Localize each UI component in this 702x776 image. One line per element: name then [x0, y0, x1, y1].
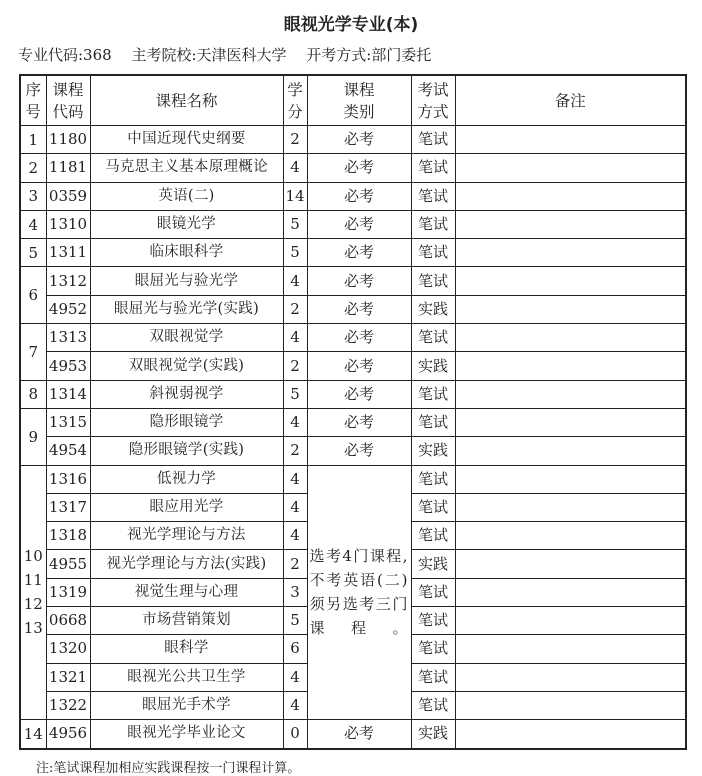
table-header-row [20, 75, 686, 126]
course-name: 马克思主义基本原理概论 [90, 154, 283, 182]
course-name: 临床眼科学 [90, 239, 283, 267]
course-code: 1319 [46, 578, 90, 606]
remark-cell [455, 607, 686, 635]
course-name: 低视力学 [90, 465, 283, 493]
seq-cell: 7 [20, 324, 46, 381]
course-name: 眼科学 [90, 635, 283, 663]
course-type: 必考 [307, 408, 411, 436]
exam-method: 笔试 [411, 465, 455, 493]
exam-method: 笔试 [411, 324, 455, 352]
course-code: 4952 [46, 295, 90, 323]
table-row [20, 267, 686, 295]
course-name: 中国近现代史纲要 [90, 126, 283, 154]
exam-method: 实践 [411, 720, 455, 749]
table-row [20, 465, 686, 493]
remark-cell [455, 663, 686, 691]
seq-cell: 5 [20, 239, 46, 267]
header-code: 课程 代码 [46, 75, 90, 126]
course-credits: 2 [283, 437, 307, 465]
exam-method: 笔试 [411, 239, 455, 267]
course-type: 必考 [307, 210, 411, 238]
course-name: 眼镜光学 [90, 210, 283, 238]
course-name: 双眼视觉学(实践) [90, 352, 283, 380]
course-table [19, 74, 687, 750]
table-row [20, 239, 686, 267]
course-code: 1315 [46, 408, 90, 436]
remark-cell [455, 522, 686, 550]
course-type: 必考 [307, 126, 411, 154]
course-name: 斜视弱视学 [90, 380, 283, 408]
remark-cell [455, 126, 686, 154]
course-name: 视光学理论与方法(实践) [90, 550, 283, 578]
course-code: 1320 [46, 635, 90, 663]
course-type: 必考 [307, 182, 411, 210]
exam-method: 实践 [411, 352, 455, 380]
table-row [20, 352, 686, 380]
course-credits: 4 [283, 691, 307, 719]
course-credits: 14 [283, 182, 307, 210]
course-code: 1322 [46, 691, 90, 719]
course-credits: 4 [283, 324, 307, 352]
exam-method: 实践 [411, 550, 455, 578]
header-type: 课程 类别 [307, 75, 411, 126]
course-credits: 4 [283, 154, 307, 182]
course-credits: 4 [283, 522, 307, 550]
course-credits: 4 [283, 408, 307, 436]
course-name: 双眼视觉学 [90, 324, 283, 352]
course-code: 4953 [46, 352, 90, 380]
exam-method: 笔试 [411, 267, 455, 295]
remark-cell [455, 267, 686, 295]
header-remark: 备注 [455, 75, 686, 126]
course-credits: 2 [283, 352, 307, 380]
exam-method: 笔试 [411, 154, 455, 182]
header-seq: 序 号 [20, 75, 46, 126]
course-credits: 4 [283, 465, 307, 493]
course-name: 视光学理论与方法 [90, 522, 283, 550]
course-type: 必考 [307, 720, 411, 749]
seq-cell: 2 [20, 154, 46, 182]
table-row [20, 210, 686, 238]
remark-cell [455, 324, 686, 352]
table-row [20, 182, 686, 210]
exam-method: 笔试 [411, 182, 455, 210]
exam-method: 笔试 [411, 493, 455, 521]
course-name: 眼屈光手术学 [90, 691, 283, 719]
remark-cell [455, 493, 686, 521]
course-code: 4956 [46, 720, 90, 749]
course-name: 眼视光公共卫生学 [90, 663, 283, 691]
course-type: 必考 [307, 239, 411, 267]
exam-method: 笔试 [411, 635, 455, 663]
table-body [20, 126, 686, 749]
remark-cell [455, 352, 686, 380]
exam-method: 笔试 [411, 408, 455, 436]
course-credits: 4 [283, 493, 307, 521]
course-code: 1181 [46, 154, 90, 182]
exam-method: 实践 [411, 295, 455, 323]
course-code: 1310 [46, 210, 90, 238]
course-code: 4954 [46, 437, 90, 465]
course-code: 1317 [46, 493, 90, 521]
course-credits: 5 [283, 210, 307, 238]
table-row [20, 126, 686, 154]
remark-cell [455, 550, 686, 578]
seq-cell: 9 [20, 408, 46, 465]
course-type: 必考 [307, 267, 411, 295]
table-row [20, 408, 686, 436]
major-info: 专业代码:368 主考院校:天津医科大学 开考方式:部门委托 [18, 46, 432, 64]
seq-cell: 6 [20, 267, 46, 324]
remark-cell [455, 154, 686, 182]
remark-cell [455, 380, 686, 408]
course-type: 必考 [307, 324, 411, 352]
course-name: 隐形眼镜学(实践) [90, 437, 283, 465]
exam-method: 笔试 [411, 663, 455, 691]
course-code: 1318 [46, 522, 90, 550]
course-type: 必考 [307, 154, 411, 182]
remark-cell [455, 182, 686, 210]
remark-cell [455, 437, 686, 465]
table-row [20, 154, 686, 182]
header-credits: 学 分 [283, 75, 307, 126]
course-code: 4955 [46, 550, 90, 578]
course-code: 1180 [46, 126, 90, 154]
exam-method: 笔试 [411, 210, 455, 238]
seq-cell: 10 11 12 13 [20, 465, 46, 720]
remark-cell [455, 635, 686, 663]
course-credits: 4 [283, 663, 307, 691]
remark-cell [455, 408, 686, 436]
course-type: 必考 [307, 437, 411, 465]
course-credits: 4 [283, 267, 307, 295]
course-name: 眼屈光与验光学 [90, 267, 283, 295]
remark-cell [455, 465, 686, 493]
course-credits: 5 [283, 607, 307, 635]
remark-cell [455, 720, 686, 749]
course-code: 1311 [46, 239, 90, 267]
table-row [20, 295, 686, 323]
table-row [20, 720, 686, 749]
course-code: 0668 [46, 607, 90, 635]
course-type: 必考 [307, 295, 411, 323]
course-code: 0359 [46, 182, 90, 210]
exam-method: 笔试 [411, 578, 455, 606]
course-credits: 0 [283, 720, 307, 749]
course-credits: 2 [283, 126, 307, 154]
course-code: 1316 [46, 465, 90, 493]
exam-method: 实践 [411, 437, 455, 465]
seq-cell: 4 [20, 210, 46, 238]
course-code: 1313 [46, 324, 90, 352]
table-row [20, 324, 686, 352]
course-type: 必考 [307, 352, 411, 380]
seq-cell: 1 [20, 126, 46, 154]
course-name: 眼屈光与验光学(实践) [90, 295, 283, 323]
header-exam: 考试 方式 [411, 75, 455, 126]
remark-cell [455, 210, 686, 238]
course-name: 视觉生理与心理 [90, 578, 283, 606]
course-type-note: 选考4门课程,不考英语(二)须另选考三门课程。 [307, 465, 411, 720]
exam-method: 笔试 [411, 522, 455, 550]
course-credits: 6 [283, 635, 307, 663]
seq-cell: 3 [20, 182, 46, 210]
remark-cell [455, 578, 686, 606]
exam-method: 笔试 [411, 380, 455, 408]
seq-cell: 8 [20, 380, 46, 408]
course-code: 1312 [46, 267, 90, 295]
table-row [20, 380, 686, 408]
course-name: 市场营销策划 [90, 607, 283, 635]
exam-method: 笔试 [411, 607, 455, 635]
header-name: 课程名称 [90, 75, 283, 126]
course-name: 眼应用光学 [90, 493, 283, 521]
exam-method: 笔试 [411, 126, 455, 154]
course-name: 眼视光学毕业论文 [90, 720, 283, 749]
course-credits: 3 [283, 578, 307, 606]
course-credits: 5 [283, 380, 307, 408]
table-row [20, 437, 686, 465]
remark-cell [455, 295, 686, 323]
seq-cell: 14 [20, 720, 46, 749]
remark-cell [455, 239, 686, 267]
course-code: 1314 [46, 380, 90, 408]
course-name: 英语(二) [90, 182, 283, 210]
course-type: 必考 [307, 380, 411, 408]
course-code: 1321 [46, 663, 90, 691]
course-credits: 5 [283, 239, 307, 267]
course-name: 隐形眼镜学 [90, 408, 283, 436]
page-title: 眼视光学专业(本) [283, 15, 419, 35]
exam-method: 笔试 [411, 691, 455, 719]
footnote: 注:笔试课程加相应实践课程按一门课程计算。 [36, 761, 301, 776]
course-credits: 2 [283, 550, 307, 578]
course-credits: 2 [283, 295, 307, 323]
remark-cell [455, 691, 686, 719]
